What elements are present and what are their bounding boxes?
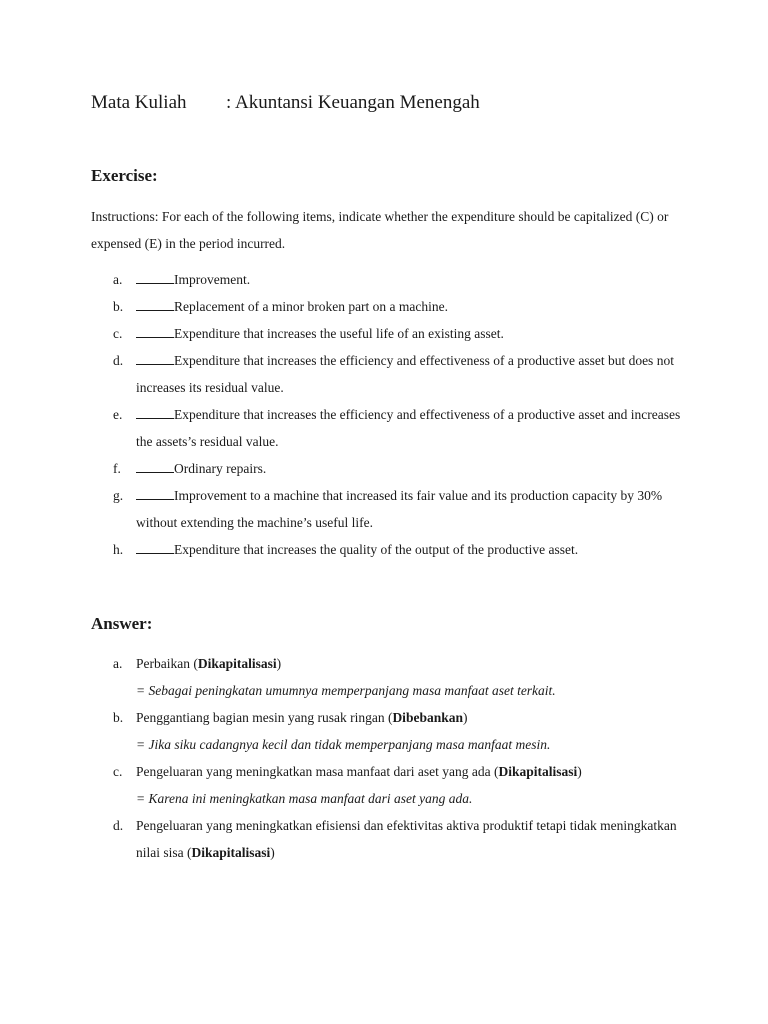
- item-text: Expenditure that increases the efficiency and effectiveness of a productive asset and increases the assets’s residual value.: [136, 407, 681, 449]
- item-marker: d.: [113, 353, 124, 368]
- course-label: Mata Kuliah: [91, 92, 187, 113]
- instructions-text: Instructions: For each of the following items, indicate whether the expenditure should be capitalized (C) or expensed (E) in the period incurred.: [91, 209, 669, 251]
- answer-blank: [136, 323, 174, 338]
- answer-blank: [136, 296, 174, 311]
- exercise-item: [91, 266, 691, 293]
- answer-blank: [136, 350, 174, 365]
- answer-text: Pengeluaran yang meningkatkan masa manfaat dari aset yang ada (: [136, 764, 499, 779]
- exercise-item: [91, 320, 691, 347]
- answer-blank: [136, 269, 174, 284]
- exercise-item: [91, 401, 691, 455]
- answer-verdict: Dikapitalisasi: [197, 656, 277, 671]
- exercise-list: [91, 266, 691, 563]
- item-marker: a.: [113, 656, 123, 671]
- item-marker: h.: [113, 542, 124, 557]
- item-text: Improvement to a machine that increased its fair value and its production capacity by 30% without extending the machine’s useful life.: [136, 488, 663, 530]
- item-text: Expenditure that increases the efficiency and effectiveness of a productive asset but does not increases its residual value.: [136, 353, 674, 395]
- answer-text-close: ): [270, 845, 275, 860]
- answer-text-close: ): [276, 656, 282, 671]
- answer-verdict: Dibebankan: [392, 710, 463, 725]
- item-marker: c.: [113, 764, 123, 779]
- answer-text: Penggantiang bagian mesin yang rusak ringan (: [136, 710, 393, 725]
- answer-item: [91, 650, 691, 704]
- answer-blank: [136, 404, 174, 419]
- exercise-item: [91, 347, 691, 401]
- answer-text: Pengeluaran yang meningkatkan efisiensi dan efektivitas aktiva produktif tetapi tidak meningkatkan nilai sisa (: [136, 818, 677, 860]
- exercise-item: [91, 536, 691, 563]
- answer-verdict: Dikapitalisasi: [498, 764, 578, 779]
- course-value: : Akuntansi Keuangan Menengah: [226, 92, 480, 113]
- item-marker: a.: [113, 272, 123, 287]
- answer-text-close: ): [462, 710, 468, 725]
- exercise-item: [91, 482, 691, 536]
- answer-note: = Jika siku cadangnya kecil dan tidak memperpanjang masa manfaat mesin.: [136, 737, 551, 752]
- exercise-item: [91, 455, 691, 482]
- answer-verdict: Dikapitalisasi: [191, 845, 271, 860]
- item-text: Expenditure that increases the useful life of an existing asset.: [174, 326, 504, 341]
- item-marker: b.: [113, 710, 124, 725]
- answer-text: Perbaikan (: [136, 656, 198, 671]
- item-marker: g.: [113, 488, 124, 503]
- item-text: Improvement.: [174, 272, 251, 287]
- item-text: Expenditure that increases the quality of the output of the productive asset.: [174, 542, 579, 557]
- answer-blank: [136, 539, 174, 554]
- item-marker: f.: [113, 461, 121, 476]
- answer-heading: Answer:: [91, 614, 153, 633]
- item-marker: c.: [113, 326, 123, 341]
- answer-item: [91, 812, 691, 866]
- answer-note: = Sebagai peningkatan umumnya memperpanjang masa manfaat aset terkait.: [136, 683, 556, 698]
- answer-item: [91, 704, 691, 758]
- answer-blank: [136, 485, 174, 500]
- item-marker: e.: [113, 407, 123, 422]
- answer-item: [91, 758, 691, 812]
- answer-text-close: ): [577, 764, 582, 779]
- answer-blank: [136, 458, 174, 473]
- item-marker: d.: [113, 818, 124, 833]
- course-header: [91, 92, 480, 114]
- item-marker: b.: [113, 299, 124, 314]
- answer-list: [91, 650, 691, 866]
- item-text: Replacement of a minor broken part on a machine.: [174, 299, 449, 314]
- item-text: Ordinary repairs.: [174, 461, 267, 476]
- exercise-heading: Exercise:: [91, 166, 158, 185]
- exercise-item: [91, 293, 691, 320]
- answer-note: = Karena ini meningkatkan masa manfaat dari aset yang ada.: [136, 791, 473, 806]
